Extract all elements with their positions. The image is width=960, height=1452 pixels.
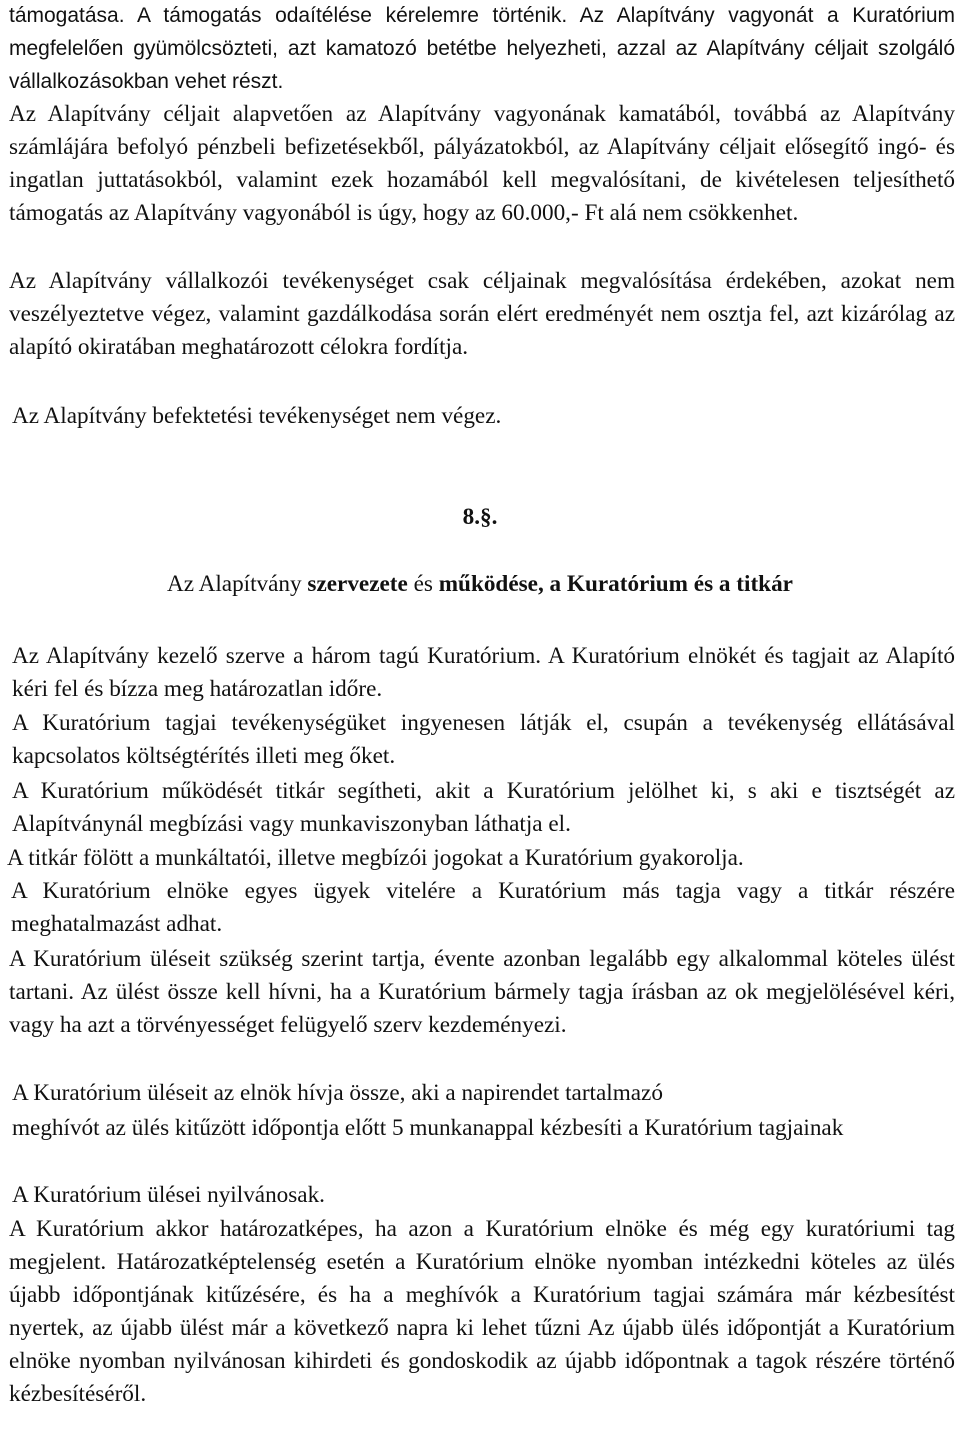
- paragraph-foundation-assets: támogatása. A támogatás odaítélése kérelemre történik. Az Alapítvány vagyonát a Kuratórium megfelelően gyümölcsözteti, azt kamatozó betétbe helyezheti, azzal az Alapítvány céljait szolgáló vállalkozásokban vehet részt.: [9, 4, 955, 93]
- paragraph-quorum: A Kuratórium akkor határozatképes, ha azon a Kuratórium elnöke és még egy kuratóriumi tag megjelent. Határozatképtelenség esetén a Kuratórium elnöke nyomban intézkedni köteles az ülés újabb időpontjának kitűzésére, és ha a meghívók a Kuratórium tagjai számára már kézbesítést nyertek, az újabb ülést már a következő napra ki lehet tűzni Az újabb ülés időpontját a Kuratórium elnöke nyomban nyilvánosan kihirdeti és gondoskodik az újabb időpontnak a tagok részére történő kézbesítéséről.: [9, 1216, 955, 1407]
- paragraph-business-activity: Az Alapítvány vállalkozói tevékenységet csak céljainak megvalósítása érdekében, azokat nem veszélyeztetve végez, valamint gazdálkodása során elért eredményét nem osztja fel, azt kizárólag az alapító okiratában meghatározott célokra fordítja.: [9, 268, 955, 360]
- section-number: 8.§.: [462, 504, 498, 530]
- section-title-part: és: [407, 571, 439, 597]
- section-title-part: Az Alapítvány: [167, 571, 308, 597]
- section-title-bold: szervezete: [307, 571, 408, 597]
- paragraph-investment: Az Alapítvány befektetési tevékenységet nem végez.: [12, 403, 502, 429]
- paragraph-meetings: A Kuratórium üléseit szükség szerint tartja, évente azonban legalább egy alkalommal köteles ülést tartani. Az ülést össze kell hívni, ha a Kuratórium bármely tagja írásban az ok megjelölésével kéri, vagy ha azt a törvényességet felügyelő szerv kezdeményezi.: [9, 946, 955, 1038]
- section-title: [0, 571, 960, 598]
- paragraph-kuratorium-composition: Az Alapítvány kezelő szerve a három tagú Kuratórium. A Kuratórium elnökét és tagjait az Alapító kéri fel és bízza meg határozatlan időre.: [12, 643, 955, 702]
- paragraph-convening: A Kuratórium üléseit az elnök hívja össze, aki a napirendet tartalmazó: [12, 1080, 663, 1106]
- paragraph-kuratorium-members: A Kuratórium tagjai tevékenységüket ingyenesen látják el, csupán a tevékenység ellátásával kapcsolatos költségtérítés illeti meg őket.: [12, 710, 955, 769]
- section-title-bold: működése, a Kuratórium és a titkár: [438, 571, 793, 597]
- paragraph-foundation-funding: Az Alapítvány céljait alapvetően az Alapítvány vagyonának kamatából, továbbá az Alapítvány számlájára befolyó pénzbeli befizetésekből, pályázatokból, az Alapítvány céljait elősegítő ingó- és ingatlan juttatásokból, valamint ezek hozamából kell megvalósítani, de kivételesen teljesíthető támogatás az Alapítvány vagyonából is úgy, hogy az 60.000,- Ft alá nem csökkenhet.: [9, 101, 955, 226]
- paragraph-authorization: A Kuratórium elnöke egyes ügyek vitelére a Kuratórium más tagja vagy a titkár részére meghatalmazást adhat.: [11, 878, 955, 937]
- paragraph-public-meetings: A Kuratórium ülései nyilvánosak.: [12, 1182, 325, 1208]
- paragraph-secretary: A Kuratórium működését titkár segítheti, akit a Kuratórium jelölhet ki, s aki e tisztségét az Alapítványnál megbízási vagy munkaviszonyban láthatja el.: [12, 778, 955, 837]
- paragraph-secretary-rights: A titkár fölött a munkáltatói, illetve megbízói jogokat a Kuratórium gyakorolja.: [7, 845, 744, 871]
- paragraph-invitation: meghívót az ülés kitűzött időpontja előtt 5 munkanappal kézbesíti a Kuratórium tagjainak: [12, 1115, 844, 1141]
